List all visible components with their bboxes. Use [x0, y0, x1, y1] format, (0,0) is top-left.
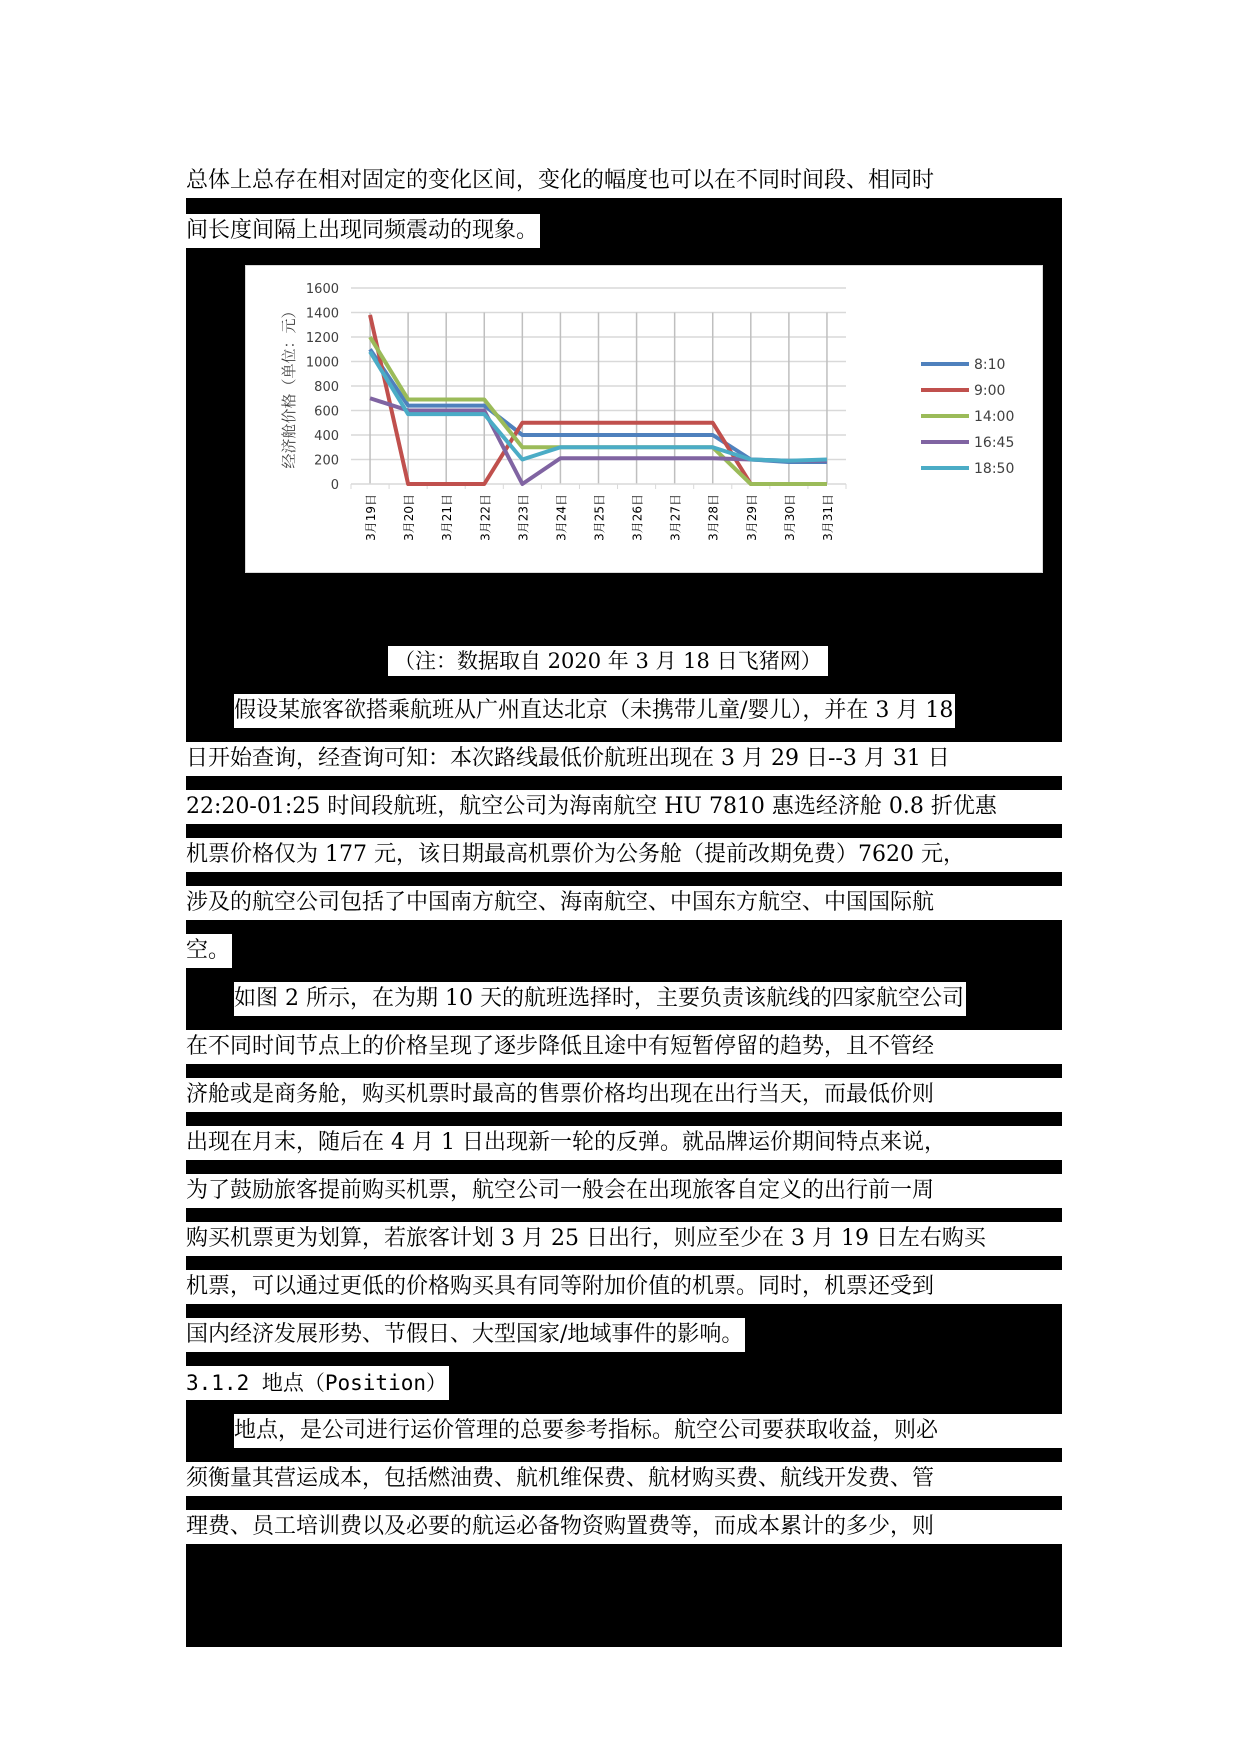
figure-note: （注：数据取自 2020 年 3 月 18 日飞猪网） — [388, 646, 828, 676]
paragraph-1-line-4: 机票价格仅为 177 元，该日期最高机票价为公务舱（提前改期免费）7620 元， — [186, 838, 1062, 872]
y-tick-label: 1600 — [305, 282, 339, 297]
legend-label: 14:00 — [974, 409, 1015, 425]
y-tick-label: 200 — [314, 453, 339, 469]
x-tick-label: 3月31日 — [820, 494, 835, 541]
paragraph-1-line-1: 假设某旅客欲搭乘航班从广州直达北京（未携带儿童/婴儿），并在 3 月 18 — [186, 694, 955, 728]
x-tick-label: 3月22日 — [478, 494, 493, 541]
legend-label: 8:10 — [974, 357, 1006, 373]
y-tick-label: 1400 — [305, 306, 339, 322]
x-tick-label: 3月21日 — [440, 494, 455, 541]
paragraph-1-line-2: 日开始查询，经查询可知：本次路线最低价航班出现在 3 月 29 日--3 月 31 日 — [186, 742, 1062, 776]
x-tick-label: 3月28日 — [706, 494, 721, 541]
x-tick-label: 3月19日 — [364, 494, 379, 541]
paragraph-top-line-2: 间长度间隔上出现同频震动的现象。 — [186, 214, 540, 248]
x-tick-label: 3月25日 — [592, 494, 607, 541]
paragraph-3-line-1: 地点，是公司进行运价管理的总要参考指标。航空公司要获取收益，则必 — [186, 1414, 1110, 1448]
y-tick-label: 400 — [314, 429, 339, 444]
paragraph-2-line-8: 国内经济发展形势、节假日、大型国家/地域事件的影响。 — [186, 1318, 745, 1352]
paragraph-3-line-3: 理费、员工培训费以及必要的航运必备物资购置费等，而成本累计的多少，则 — [186, 1510, 1062, 1544]
paragraph-2-line-1: 如图 2 所示，在为期 10 天的航班选择时，主要负责该航线的四家航空公司 — [186, 982, 966, 1016]
price-line-chart — [245, 265, 1043, 573]
paragraph-2-line-6: 购买机票更为划算，若旅客计划 3 月 25 日出行，则应至少在 3 月 19 日左右购买 — [186, 1222, 1062, 1256]
y-tick-label: 0 — [330, 478, 339, 493]
chart-canvas — [246, 266, 1042, 572]
section-heading: 3.1.2 地点（Position） — [186, 1366, 449, 1400]
y-axis-label: 经济舱价格（单位：元） — [280, 303, 298, 469]
legend-label: 9:00 — [974, 383, 1006, 399]
x-tick-label: 3月24日 — [554, 494, 569, 541]
paragraph-2-line-2: 在不同时间节点上的价格呈现了逐步降低且途中有短暂停留的趋势，且不管经 — [186, 1030, 1062, 1064]
paragraph-2-line-7: 机票，可以通过更低的价格购买具有同等附加价值的机票。同时，机票还受到 — [186, 1270, 1062, 1304]
paragraph-3-line-2: 须衡量其营运成本，包括燃油费、航机维保费、航材购买费、航线开发费、管 — [186, 1462, 1062, 1496]
legend-label: 16:45 — [974, 435, 1015, 451]
y-tick-label: 600 — [314, 404, 339, 420]
y-tick-label: 800 — [314, 380, 339, 395]
y-tick-label: 1200 — [305, 331, 339, 346]
x-tick-label: 3月26日 — [630, 494, 645, 541]
paragraph-1-line-5: 涉及的航空公司包括了中国南方航空、海南航空、中国东方航空、中国国际航 — [186, 886, 1062, 920]
paragraph-2-line-5: 为了鼓励旅客提前购买机票，航空公司一般会在出现旅客自定义的出行前一周 — [186, 1174, 1062, 1208]
paragraph-2-line-4: 出现在月末，随后在 4 月 1 日出现新一轮的反弹。就品牌运价期间特点来说， — [186, 1126, 1062, 1160]
x-tick-label: 3月23日 — [516, 494, 531, 541]
legend-label: 18:50 — [974, 461, 1015, 477]
document-page — [186, 164, 1062, 1647]
paragraph-top-line-1: 总体上总存在相对固定的变化区间，变化的幅度也可以在不同时间段、相同时 — [186, 164, 1062, 198]
paragraph-1-line-3: 22:20-01:25 时间段航班，航空公司为海南航空 HU 7810 惠选经济舱 0.8 折优惠 — [186, 790, 1062, 824]
x-tick-label: 3月27日 — [668, 494, 683, 541]
x-tick-label: 3月20日 — [402, 494, 417, 541]
paragraph-1-line-6: 空。 — [186, 934, 232, 968]
x-tick-label: 3月30日 — [782, 494, 797, 541]
y-tick-label: 1000 — [305, 355, 339, 371]
x-tick-label: 3月29日 — [744, 494, 759, 541]
paragraph-2-line-3: 济舱或是商务舱，购买机票时最高的售票价格均出现在出行当天，而最低价则 — [186, 1078, 1062, 1112]
